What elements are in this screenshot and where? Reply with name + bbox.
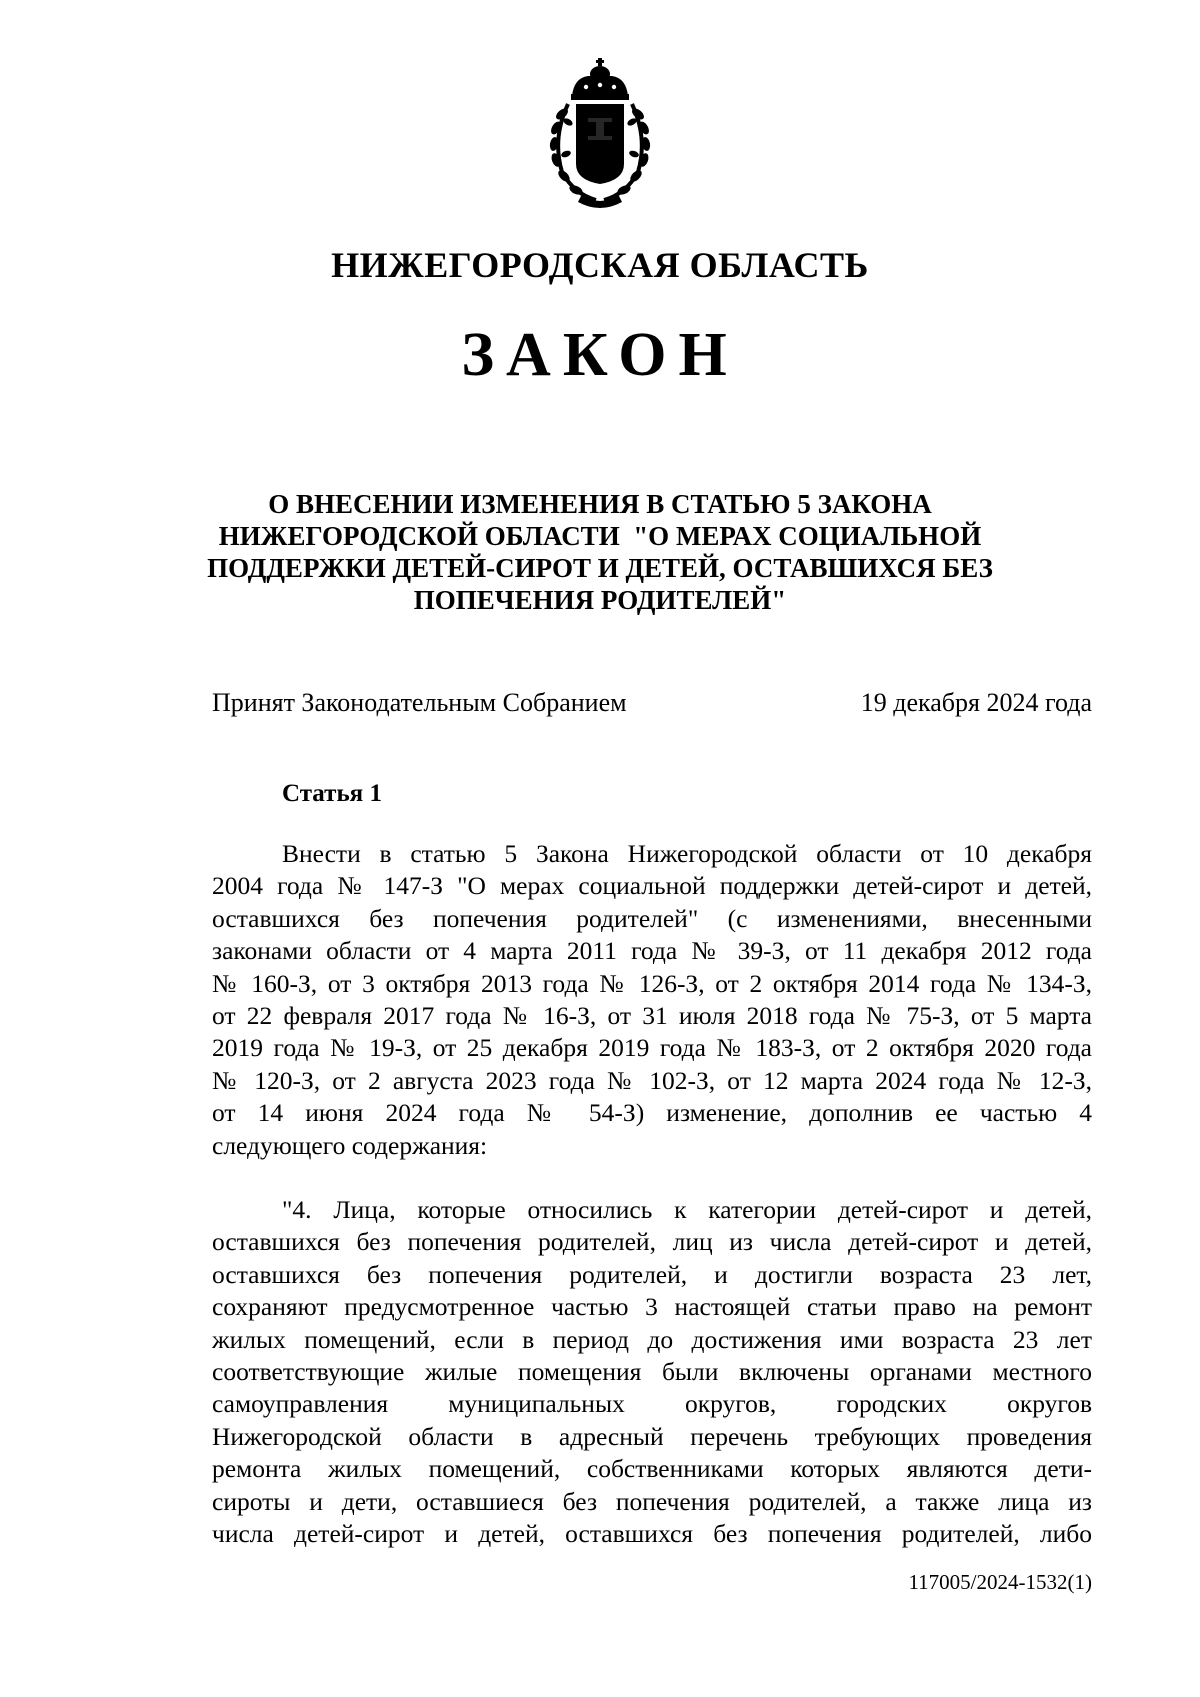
text-line: ремонта жилых помещений, собственниками которых являются дети- [212, 1454, 1092, 1484]
text-line: оставшихся без попечения родителей, и достигли возраста 23 лет, [212, 1259, 1092, 1289]
law-title-line: ПОДДЕРЖКИ ДЕТЕЙ-СИРОТ И ДЕТЕЙ, ОСТАВШИХСЯ БЕЗ [207, 553, 993, 583]
article-heading: Статья 1 [282, 780, 382, 807]
text-line: 2019 года № 19-З, от 25 декабря 2019 года № 183-З, от 2 октября 2020 года [212, 1033, 1092, 1063]
text-line: соответствующие жилые помещения были включены органами местного [212, 1356, 1092, 1386]
text-line: сироты и дети, оставшиеся без попечения родителей, а также лица из [212, 1486, 1092, 1516]
region-heading: НИЖЕГОРОДСКАЯ ОБЛАСТЬ [331, 245, 869, 285]
text-line: оставшихся без попечения родителей" (с изменениями, внесенными [212, 903, 1092, 933]
text-line: Внести в статью 5 Закона Нижегородской области от 10 декабря [282, 839, 1092, 868]
text-line: от 14 июня 2024 года № 54-З) изменение, дополнив ее частью 4 [212, 1098, 1092, 1128]
document-type-heading: ЗАКОН [461, 321, 739, 389]
text-line: № 120-З, от 2 августа 2023 года № 102-З, от 12 марта 2024 года № 12-З, [212, 1065, 1092, 1095]
text-line: оставшихся без попечения родителей, лиц из числа детей-сирот и детей, [212, 1227, 1092, 1257]
text-line: Нижегородской области в адресный перечень требующих проведения [212, 1421, 1092, 1451]
text-line: 2004 года № 147-З "О мерах социальной поддержки детей-сирот и детей, [212, 871, 1092, 901]
adoption-date: 19 декабря 2024 года [860, 688, 1092, 717]
adopted-by-text: Принят Законодательным Собранием [212, 688, 627, 717]
text-line: следующего содержания: [212, 1130, 488, 1160]
adoption-info [212, 688, 1092, 718]
coat-of-arms-icon [538, 58, 662, 208]
law-title-line: О ВНЕСЕНИИ ИЗМЕНЕНИЯ В СТАТЬЮ 5 ЗАКОНА [268, 489, 932, 519]
article-paragraph-2 [212, 1194, 1092, 1550]
text-line: самоуправления муниципальных округов, городских округов [212, 1389, 1092, 1419]
text-line: "4. Лица, которые относились к категории детей-сирот и детей, [282, 1195, 1092, 1224]
text-line: от 22 февраля 2017 года № 16-З, от 31 июля 2018 года № 75-З, от 5 марта [212, 1000, 1092, 1030]
document-number: 117005/2024-1532(1) [908, 1570, 1092, 1594]
article-paragraph-1 [212, 838, 1092, 1162]
text-line: жилых помещений, если в период до достижения ими возраста 23 лет [212, 1324, 1092, 1354]
law-title [200, 488, 1000, 616]
text-line: сохраняют предусмотренное частью 3 настоящей статьи право на ремонт [212, 1292, 1092, 1322]
text-line: законами области от 4 марта 2011 года № 39-З, от 11 декабря 2012 года [212, 936, 1092, 966]
text-line: № 160-З, от 3 октября 2013 года № 126-З, от 2 октября 2014 года № 134-З, [212, 968, 1092, 998]
law-title-line: НИЖЕГОРОДСКОЙ ОБЛАСТИ "О МЕРАХ СОЦИАЛЬНОЙ [218, 521, 982, 551]
text-line: числа детей-сирот и детей, оставшихся без попечения родителей, либо [212, 1518, 1092, 1548]
law-title-line: ПОПЕЧЕНИЯ РОДИТЕЛЕЙ" [413, 585, 787, 615]
